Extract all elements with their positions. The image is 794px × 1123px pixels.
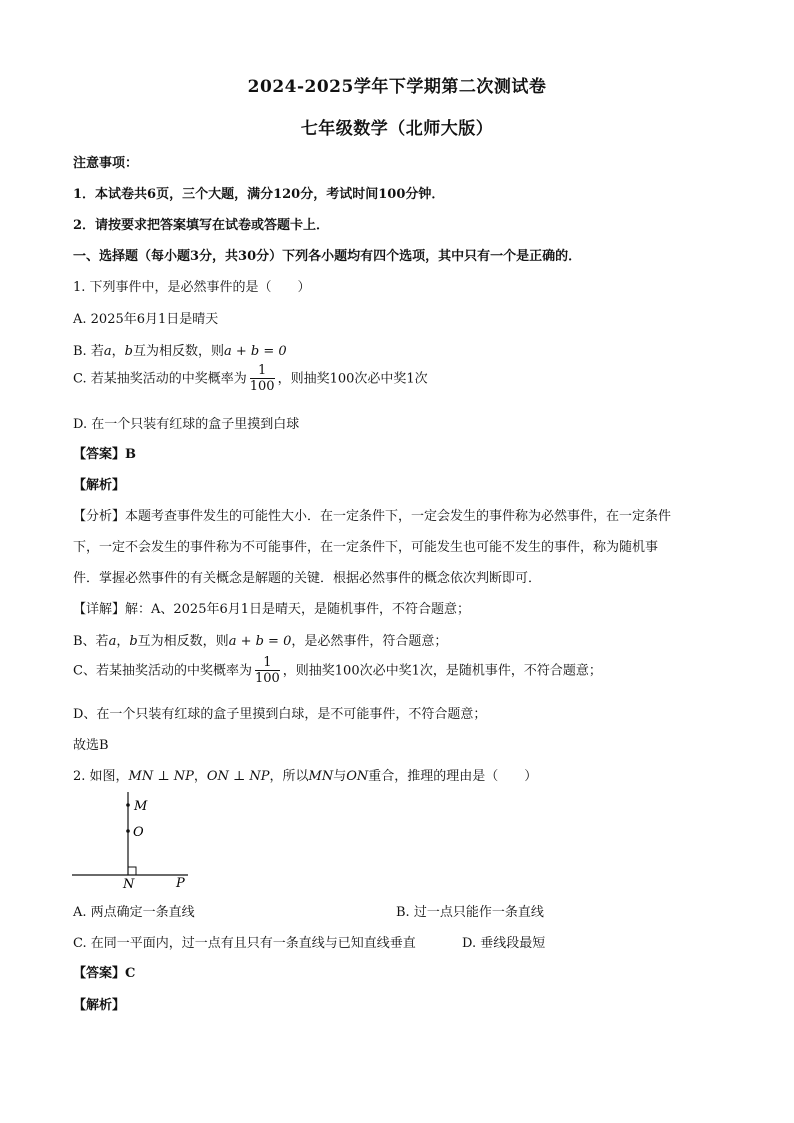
q2-answer: 【答案】C: [73, 966, 136, 981]
q1-detail-c: [73, 656, 602, 686]
fraction-1-100: [255, 656, 280, 686]
fraction-denominator: 100: [249, 379, 275, 394]
label-m: M: [134, 799, 148, 814]
fraction-numerator: 1: [258, 363, 267, 378]
q2-option-b: B. 过一点只能作一条直线: [396, 905, 544, 920]
sep: ，: [116, 634, 130, 649]
section-heading: 一、选择题（每小题3分，共30分）下列各小题均有四个选项，其中只有一个是正确的．: [73, 249, 582, 264]
q1-option-c: [73, 364, 428, 394]
q1-detail-c-pre: C、若某抽奖活动的中奖概率为: [73, 663, 252, 679]
sep: ，: [111, 344, 125, 359]
notice-item-2: 2．请按要求把答案填写在试卷或答题卡上．: [73, 218, 330, 233]
q1-analysis-line-3: 件．掌握必然事件的有关概念是解题的关键．根据必然事件的概念依次判断即可．: [73, 571, 542, 586]
point-o: [126, 829, 130, 833]
q2-stem-mid: ，所以: [269, 769, 309, 784]
equation-a-plus-b: a + b = 0: [228, 634, 292, 649]
fraction-numerator: 1: [263, 655, 272, 670]
segment-on: ON: [346, 769, 369, 784]
q1-detail-a: 【详解】解：A、2025年6月1日是晴天，是随机事件，不符合题意；: [73, 602, 471, 617]
sep: ，: [193, 769, 207, 784]
q1-option-b: [73, 340, 287, 359]
page-title: 2024-2025学年下学期第二次测试卷: [247, 77, 547, 97]
q1-detail-c-post: ，则抽奖100次必中奖1次，是随机事件，不符合题意；: [282, 663, 602, 679]
var-b: b: [129, 634, 138, 649]
fraction-denominator: 100: [254, 671, 280, 686]
q2-figure: [70, 790, 200, 890]
q1-option-a: A. 2025年6月1日是晴天: [73, 312, 219, 327]
var-b: b: [124, 344, 133, 359]
q1-option-b-mid: 互为相反数，则: [132, 344, 224, 359]
q1-analysis-line-2: 下，一定不会发生的事件称为不可能事件，在一定条件下，可能发生也可能不发生的事件，称为随机事: [73, 540, 659, 555]
label-o: O: [133, 825, 144, 840]
q2-option-c: C. 在同一平面内，过一点有且只有一条直线与已知直线垂直: [73, 936, 416, 951]
label-n: N: [123, 877, 135, 890]
q1-option-b-pre: B. 若: [73, 344, 104, 359]
q1-answer: 【答案】B: [73, 447, 136, 462]
q2-option-d: D. 垂线段最短: [462, 936, 546, 951]
q1-detail-d: D、在一个只装有红球的盒子里摸到白球，是不可能事件，不符合题意；: [73, 707, 487, 722]
mn-perp-np: MN ⊥ NP: [128, 769, 194, 784]
on-perp-np: ON ⊥ NP: [206, 769, 270, 784]
q2-stem-post: 重合，推理的理由是（ ）: [368, 769, 538, 784]
q2-stem-pre: 2. 如图，: [73, 769, 129, 784]
point-m: [126, 803, 130, 807]
q1-analysis-tag: 【解析】: [73, 478, 126, 493]
q2-with: 与: [333, 769, 347, 784]
fraction-1-100: [250, 364, 275, 394]
q1-detail-b: [73, 630, 447, 649]
q1-option-c-pre: C. 若某抽奖活动的中奖概率为: [73, 371, 247, 387]
notice-heading: 注意事项：: [73, 156, 139, 171]
q2-stem: [73, 765, 537, 784]
q1-detail-b-mid: 互为相反数，则: [137, 634, 229, 649]
q2-analysis-tag: 【解析】: [73, 998, 126, 1013]
page-subtitle: 七年级数学（北师大版）: [300, 119, 494, 139]
q1-detail-b-post: ，是必然事件，符合题意；: [291, 634, 448, 649]
equation-a-plus-b: a + b = 0: [223, 344, 287, 359]
q1-stem: 1. 下列事件中，是必然事件的是（ ）: [73, 280, 311, 295]
segment-mn: MN: [308, 769, 334, 784]
var-a: a: [103, 344, 112, 359]
q1-detail-b-pre: B、若: [73, 634, 109, 649]
right-angle-mark: [128, 867, 136, 875]
q1-option-d: D. 在一个只装有红球的盒子里摸到白球: [73, 417, 300, 432]
notice-item-1: 1．本试卷共6页，三个大题，满分120分，考试时间100分钟．: [73, 187, 445, 202]
q2-option-a: A. 两点确定一条直线: [73, 905, 195, 920]
q1-conclusion: 故选B: [73, 738, 109, 753]
label-p: P: [176, 876, 185, 890]
q1-analysis-line-1: 【分析】本题考查事件发生的可能性大小．在一定条件下，一定会发生的事件称为必然事件，在一定条件: [73, 509, 672, 524]
q1-option-c-post: ，则抽奖100次必中奖1次: [277, 371, 428, 387]
var-a: a: [108, 634, 117, 649]
